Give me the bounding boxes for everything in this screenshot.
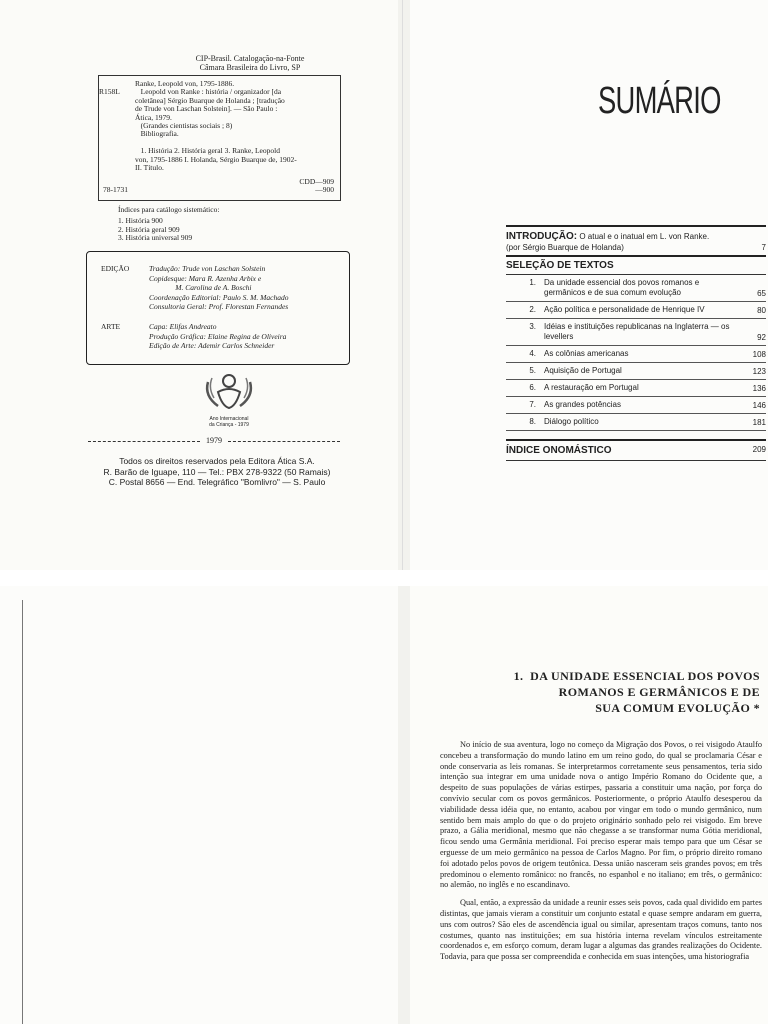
cdd-line: CDD—909	[299, 177, 334, 186]
credit-line: Capa: Elifas Andreato	[149, 322, 217, 331]
credit-line: Copidesque: Mara R. Azenha Arbix e	[149, 273, 262, 283]
toc-entry	[506, 346, 766, 363]
index-item: 3. História universal 909	[118, 233, 193, 243]
credit-line: Tradução: Trude von Laschan Solstein	[149, 264, 266, 273]
toc-index-row	[506, 441, 766, 460]
cip-record-box	[98, 75, 341, 201]
toc-entry-title: As colônias americanas	[544, 349, 629, 358]
rights-line: C. Postal 8656 — End. Telegráfico "Bomlivro" — S. Paulo	[108, 477, 326, 487]
arte-label: ARTE	[101, 322, 121, 331]
toc-entry-title: Idéias e instituições republicanas na Inglaterra — os levellers	[544, 322, 730, 341]
toc-page-number: 146	[752, 401, 766, 410]
chapter-title-line: SUA COMUM EVOLUÇÃO *	[595, 701, 760, 715]
page-edge	[402, 0, 403, 570]
toc-entry-number: 5.	[529, 366, 536, 375]
cip-header-line: Câmara Brasileira do Livro, SP	[199, 63, 301, 72]
table-of-contents	[506, 225, 766, 461]
year-text: 1979	[206, 436, 222, 445]
paragraph: Qual, então, a expressão da unidade a reunir esses seis povos, cada qual dividido em partes distintas, que jamais vieram a constituir um conjunto estatal e quase sempre andaram em guerra, uns com outros? São eles de ascendência igual ou similar, apresentam traços comuns, tanto nos costumes, quanto nas instituições; em sua história interna revelam vínculos estreitamente coordenados e, em esforço comum, deram lugar a algumas das grandes realizações do Ocidente. Todavia, para que possa ser compreendida e conhecida em suas intenções, uma historiografia	[440, 898, 762, 962]
toc-entry-number: 2.	[529, 305, 536, 314]
credit-line: Produção Gráfica: Elaine Regina de Oliveira	[149, 331, 287, 341]
toc-entry-title: Da unidade essencial dos povos romanos e germânicos e de sua comum evolução	[544, 278, 700, 297]
cip-line: Ranke, Leopold von, 1795-1886.	[135, 79, 235, 88]
index-heading: ÍNDICE ONOMÁSTICO	[506, 445, 612, 456]
cip-line: Ática, 1979.	[135, 112, 172, 122]
cip-line: coletânea] Sérgio Buarque de Holanda ; [tradução	[135, 95, 285, 105]
toc-entry-number: 1.	[529, 278, 536, 287]
index-item: 1. História 900	[118, 216, 163, 226]
blank-page	[0, 586, 398, 1024]
cip-header	[160, 54, 340, 72]
rights-line: Todos os direitos reservados pela Editora Ática S.A.	[119, 456, 315, 466]
arte-credits	[149, 322, 349, 351]
cip-line: de Trude von Laschan Solstein]. — São Paulo :	[135, 104, 278, 114]
cip-line: von, 1795-1886 I. Holanda, Sérgio Buarque de, 1902-	[135, 154, 297, 164]
chapter-body	[440, 740, 762, 963]
scan-gap	[0, 570, 768, 586]
toc-page-number: 92	[757, 333, 766, 342]
cip-line: 1. História 2. História geral 3. Ranke, Leopold	[135, 146, 280, 156]
page-edge	[22, 600, 23, 1024]
credit-line: Edição de Arte: Ademir Carlos Schneider	[149, 341, 275, 351]
toc-entry-number: 6.	[529, 383, 536, 392]
rights-notice	[86, 456, 348, 488]
cdd-line: —900	[315, 185, 334, 195]
intro-text: O atual e o inatual em L. von Ranke.	[579, 232, 710, 241]
contents-title: SUMÁRIO	[598, 80, 721, 122]
toc-entry-title: As grandes potências	[544, 400, 621, 409]
toc-page-number: 80	[757, 306, 766, 315]
book-spine	[398, 0, 410, 1024]
toc-entry-title: Aquisição de Portugal	[544, 366, 622, 375]
credit-line: M. Carolina de A. Boschi	[149, 283, 252, 293]
toc-page-number: 7	[761, 243, 766, 252]
cip-record-text	[135, 80, 335, 172]
toc-entry-title: Diálogo político	[544, 417, 599, 426]
selecao-heading: SELEÇÃO DE TEXTOS	[506, 260, 614, 271]
toc-entry-number: 7.	[529, 400, 536, 409]
toc-entry	[506, 397, 766, 414]
toc-entry-number: 4.	[529, 349, 536, 358]
cdd-block	[299, 178, 334, 195]
credits-box	[86, 251, 350, 365]
toc-entry-number: 3.	[529, 322, 536, 331]
cip-code: R158L	[99, 87, 120, 96]
toc-page-number: 209	[752, 445, 766, 454]
toc-entry	[506, 380, 766, 397]
chapter-title	[466, 668, 760, 716]
toc-entry	[506, 414, 766, 431]
toc-entry	[506, 363, 766, 380]
toc-entries	[506, 275, 766, 431]
edicao-credits	[149, 264, 349, 312]
toc-page-number: 181	[752, 418, 766, 427]
index-item: 2. História geral 909	[118, 224, 180, 234]
toc-page-number: 136	[752, 384, 766, 393]
toc-entry-title: A restauração em Portugal	[544, 383, 639, 392]
edicao-label: EDIÇÃO	[101, 264, 130, 273]
year-rule	[88, 436, 340, 446]
logo-line: da Criança - 1979	[209, 421, 249, 428]
cip-header-line: CIP-Brasil. Catalogação-na-Fonte	[195, 54, 305, 63]
toc-entry	[506, 275, 766, 302]
cip-line: II. Título.	[135, 163, 164, 173]
dashed-rule	[228, 441, 340, 442]
logo-line: Ano Internacional	[209, 416, 249, 422]
cip-code: 78-1731	[103, 185, 128, 194]
rights-line: R. Barão de Iguape, 110 — Tel.: PBX 278-9322 (50 Ramais)	[103, 466, 331, 477]
toc-entry-title: Ação política e personalidade de Henrique IV	[544, 305, 705, 314]
toc-page-number: 108	[752, 350, 766, 359]
paragraph: No início de sua aventura, logo no começo da Migração dos Povos, o rei visigodo Ataulfo concebeu a transformação do mundo latino em um reino godo, do qual se proclamaria César e onde conservaria as leis romanas. Se interpretarmos corretamente seus pensamentos, teria sido intenção sua integrar em uma unidade nova o antigo Império Romano do Ocidente que, a despeito de suas populações de várias estirpes, passaria a constituir uma nação, por força do convívio secular com os povos germânicos. Posteriormente, o próprio Ataulfo desesperou da viabilidade dessa idéia que, no entanto, acabou por vingar em todo o mundo germânico, num sentido bem mais amplo do que o do projeto originário sonhado pelo rei visigodo. Em breve prazo, a Gália meridional, mesmo que não chegasse a se transformar numa Gótia meridional, ficou sendo uma Germânia meridional. Foi preciso esperar mais tempo para que um César se erguesse de um meio germânico na pessoa de Carlos Magno. Por fim, o próprio direito romano foi adotado pelos povos de origem teutônica. Dessa união nasceram seis grandes povos; em três predominou o elemento românico: no francês, no espanhol e no italiano; em três, o germânico: no alemão, no inglês e no escandinavo.	[440, 740, 762, 890]
toc-entry	[506, 302, 766, 319]
index-title: Índices para catálogo sistemático:	[118, 205, 220, 214]
toc-entry	[506, 319, 766, 346]
toc-rule	[506, 460, 766, 461]
chapter-title-line: 1. DA UNIDADE ESSENCIAL DOS POVOS	[513, 669, 760, 683]
intro-label: INTRODUÇÃO:	[506, 231, 578, 242]
chapter-title-line: ROMANOS E GERMÂNICOS E DE	[558, 685, 760, 699]
year-of-child-logo	[196, 372, 262, 428]
copyright-page	[0, 0, 398, 570]
toc-entry-number: 8.	[529, 417, 536, 426]
intro-author-row	[506, 242, 766, 253]
intro-author: (por Sérgio Buarque de Holanda)	[506, 243, 624, 252]
systematic-index	[118, 206, 318, 243]
dashed-rule	[88, 441, 200, 442]
credit-line: Consultoria Geral: Prof. Florestan Fernandes	[149, 302, 289, 312]
cip-line: Leopold von Ranke : história / organizador [da	[135, 87, 282, 97]
child-figure-icon	[196, 372, 262, 412]
credit-line: Coordenação Editorial: Paulo S. M. Machado	[149, 292, 289, 302]
cip-line: Bibliografia.	[135, 129, 179, 139]
toc-page-number: 123	[752, 367, 766, 376]
toc-intro	[506, 227, 766, 255]
logo-text	[196, 417, 262, 428]
cip-line: (Grandes cientistas sociais ; 8)	[135, 121, 233, 131]
toc-page-number: 65	[757, 289, 766, 298]
